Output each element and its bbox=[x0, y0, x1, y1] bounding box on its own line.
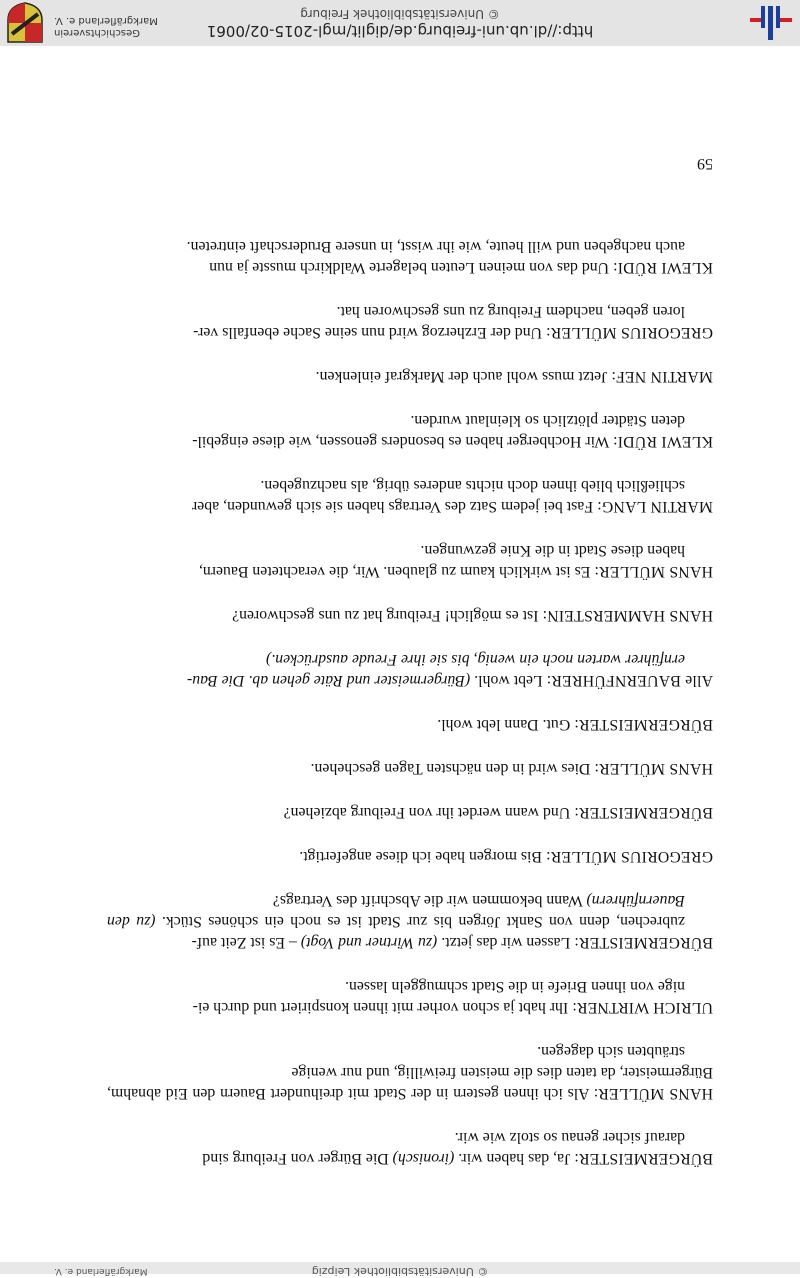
speech-9: Alle BAUERNFÜHRER: Lebt wohl. (Bürgermeister und Räte gehen ab. Die Bau- ernführer warten noch ein wenig, bis sie ihre Freude ausdrücken.) bbox=[187, 651, 713, 689]
speech-15: GREGORIUS MÜLLER: Und der Erzherzog wird nun seine Sache ebenfalls ver- loren geben, nachdem Freiburg zu uns geschworen hat. bbox=[193, 303, 713, 341]
footer-url[interactable]: http://dl.ub.uni-freiburg.de/diglit/mgl-2015-02/0061 bbox=[206, 22, 594, 40]
speech-13: KLEWI RÜDI: Wir Hochberger haben es besonders genossen, wie diese eingebil- deten Städter plötzlich so kleinlaut wurden. bbox=[192, 412, 713, 450]
speech-10: HANS HAMMERSTEIN: Ist es möglich! Freiburg hat zu uns geschworen? bbox=[232, 607, 713, 624]
previous-page-footer-strip bbox=[0, 1262, 800, 1278]
speech-16: KLEWI RÜDI: Und das von meinen Leuten belagerte Waldkirch musste ja nun auch nachgeben und will heute, wie ihr wisst, in unsere Bruderschaft eintreten. bbox=[186, 238, 713, 276]
speech-12: MARTIN LANG: Fast bei jedem Satz des Vertrags haben sie sich gewunden, aber schließlich blieb ihnen doch nichts anderes übrig, als nachzugeben. bbox=[191, 477, 713, 515]
footer-copyright: © Universitätsbibliothek Freiburg bbox=[300, 7, 500, 21]
speech-2: HANS MÜLLER: Als ich ihnen gestern in der Stadt mit dreihundert Bauern den Eid abnahm, Bürgermeister, da taten dies die meisten freiwillig, und nur wenige sträubten sich dagegen. bbox=[107, 1043, 713, 1102]
footer-band bbox=[0, 0, 800, 46]
speech-4: BÜRGERMEISTER: Lassen wir das jetzt. (zu Wirtner und Vogt) – Es ist Zeit auf- zubrechen, denn von Sankt Jörgen bis zur Stadt ist es noch ein schönes Stück. (zu den Bauernführern) Wann bekommen wir die Abschrift des Vertrags? bbox=[107, 892, 713, 951]
speech-5: GREGORIUS MÜLLER: Bis morgen habe ich diese angefertigt. bbox=[299, 848, 713, 865]
page-number: 59 bbox=[697, 155, 713, 172]
speech-11: HANS MÜLLER: Es ist wirklich kaum zu glauben. Wir, die verachteten Bauern, haben diese Stadt in die Knie gezwungen. bbox=[198, 542, 713, 580]
speech-7: HANS MÜLLER: Dies wird in den nächsten Tagen geschehen. bbox=[310, 760, 713, 777]
speech-6: BÜRGERMEISTER: Und wann werdet ihr von Freiburg abziehen? bbox=[283, 804, 713, 821]
speech-1: BÜRGERMEISTER: Ja, das haben wir. (ironisch) Die Bürger von Freiburg sind darauf sicher genau so stolz wie wir. bbox=[202, 1129, 713, 1167]
page-body bbox=[107, 236, 713, 1169]
speech-8: BÜRGERMEISTER: Gut. Dann lebt wohl. bbox=[437, 716, 713, 733]
speech-14: MARTIN NEF: Jetzt muss wohl auch der Markgraf einlenken. bbox=[315, 368, 713, 385]
coat-of-arms-icon bbox=[6, 0, 44, 44]
association-name: Geschichtsverein Markgräflerland e. V. bbox=[54, 15, 158, 38]
previous-page-association: Markgräflerland e. V. bbox=[54, 1266, 148, 1276]
speech-3: ULRICH WIRTNER: Ihr habt ja schon vorher mit ihnen konspiriert und durch ei- nige von ihnen Briefe in die Stadt schmuggeln lassen. bbox=[192, 978, 713, 1016]
previous-page-copyright: © Universitätsbibliothek Leipzig bbox=[311, 1265, 489, 1278]
